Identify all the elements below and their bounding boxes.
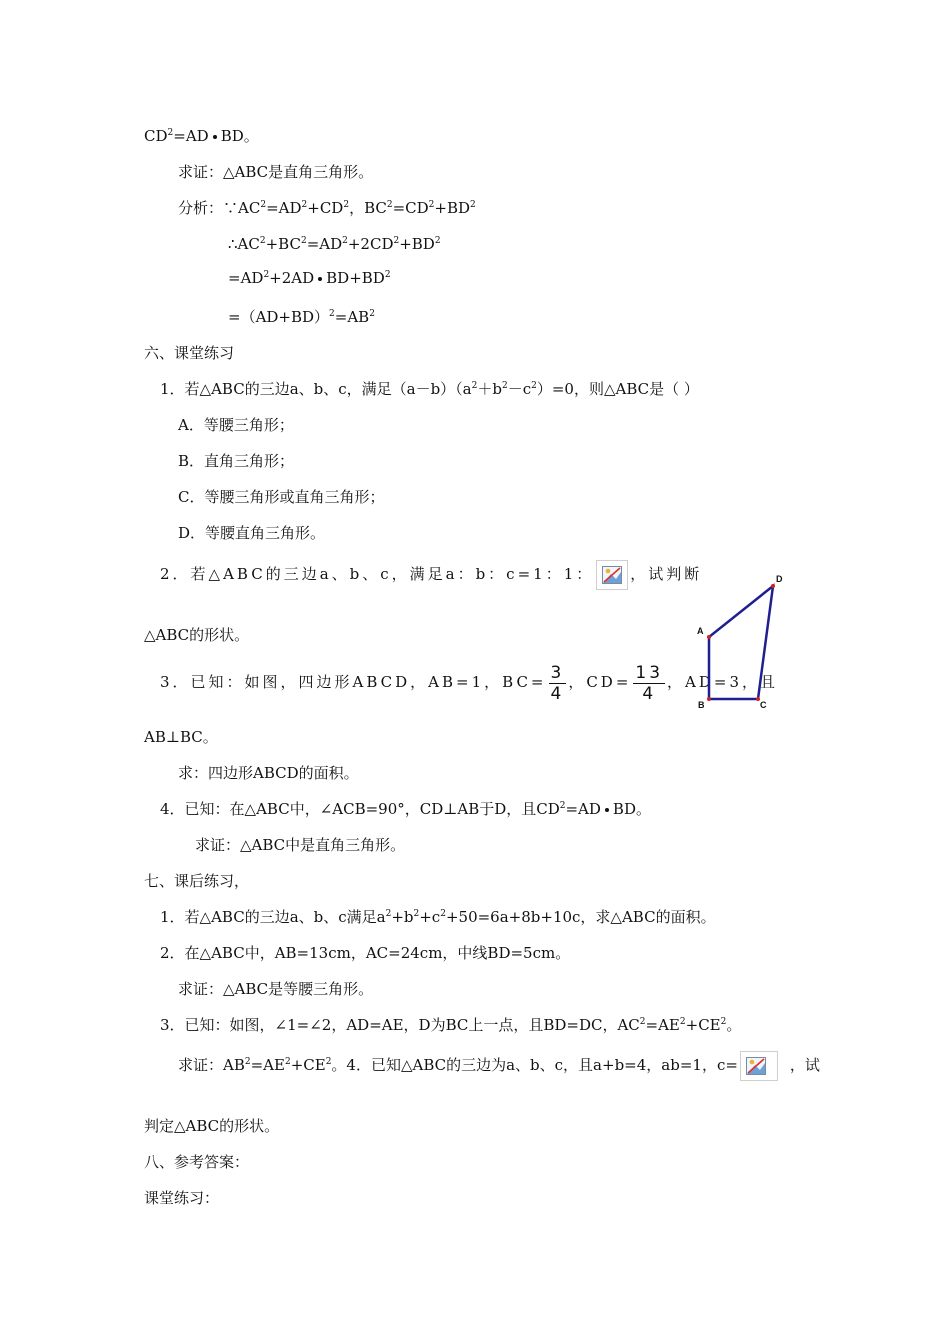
q6-3-cont: AB⊥BC。 bbox=[144, 728, 218, 746]
q6-2-cont: △ABC的形状。 bbox=[144, 626, 250, 644]
label-d: D bbox=[776, 574, 783, 584]
q6-3: 3．已知：如图，四边形ABCD，AB=1，BC= $\frac{3}{4}$ ，CD= $\frac{13}{4}$ ，AD=3，且 bbox=[160, 662, 779, 704]
q6-4: 4．已知：在△ABC中，∠ACB=90°，CD⊥AB于D，且$CD^2=AD$ BD。 bbox=[160, 800, 651, 818]
q6-1: 1．若△ABC的三边a、b、c，满足$(a-b)(a^2+b^2-c^2)=0$，则△ABC是（ ） bbox=[160, 380, 699, 398]
intro-step-2: $=AD^2+2AD$ $BD+BD^2$ bbox=[228, 269, 391, 287]
intro-step-3: $=(AD+BD)^2=AB^2$ bbox=[228, 308, 375, 326]
section-8-title: 八、参考答案： bbox=[144, 1153, 250, 1171]
option-c: C．等腰三角形或直角三角形； bbox=[178, 488, 385, 506]
image-placeholder-icon bbox=[596, 560, 628, 590]
q7-3-prove-and-q4: 求证：$AB^2=AE^2+CE^2$。4．已知△ABC的三边为a、b、c，且a+b=4，ab=1，c= ，试 bbox=[178, 1051, 820, 1081]
section-8-sub: 课堂练习： bbox=[144, 1189, 220, 1207]
q6-3-ask: 求：四边形ABCD的面积。 bbox=[178, 764, 359, 782]
section-6-title: 六、课堂练习 bbox=[144, 344, 235, 362]
intro-therefore: $\therefore AC^2+BC^2=AD^2+2CD^2+BD^2$ bbox=[228, 235, 441, 253]
q7-1: 1．若△ABC的三边a、b、c满足$a^2+b^2+c^2+50=6a+8b+10c$，求△ABC的面积。 bbox=[160, 908, 716, 926]
q7-2: 2．在△ABC中，AB=13cm，AC=24cm，中线BD=5cm。 bbox=[160, 944, 571, 962]
option-b: B．直角三角形； bbox=[178, 452, 295, 470]
q7-2-prove: 求证：△ABC是等腰三角形。 bbox=[178, 980, 374, 998]
label-c: C bbox=[760, 700, 767, 710]
q6-2: 2．若△ABC的三边a、b、c，满足a：b：c=1：1： ，试判断 bbox=[160, 560, 702, 590]
quadrilateral-figure bbox=[690, 570, 800, 715]
intro-line-1: $CD^2=AD$ BD。 bbox=[144, 127, 259, 145]
label-b: B bbox=[698, 700, 705, 710]
vertex-a bbox=[707, 635, 711, 639]
quadrilateral-outline bbox=[709, 586, 773, 699]
q6-4-prove: 求证：△ABC中是直角三角形。 bbox=[195, 836, 406, 854]
vertex-b bbox=[707, 697, 711, 701]
image-placeholder-icon bbox=[740, 1051, 778, 1081]
option-a: A．等腰三角形； bbox=[178, 416, 294, 434]
intro-analysis: 分析：$\because AC^2=AD^2+CD^2$，$BC^2=CD^2+BD^2$ bbox=[178, 199, 476, 217]
label-a: A bbox=[697, 626, 704, 636]
q7-3: 3．已知：如图，∠1=∠2，AD=AE，D为BC上一点，且BD=DC，$AC^2=AE^2+CE^2$。 bbox=[160, 1016, 742, 1034]
intro-prove: 求证：△ABC是直角三角形。 bbox=[178, 163, 374, 181]
section-7-title: 七、课后练习， bbox=[144, 872, 250, 890]
option-d: D．等腰直角三角形。 bbox=[178, 524, 326, 542]
q7-4-cont: 判定△ABC的形状。 bbox=[144, 1117, 280, 1135]
vertex-d bbox=[771, 584, 775, 588]
